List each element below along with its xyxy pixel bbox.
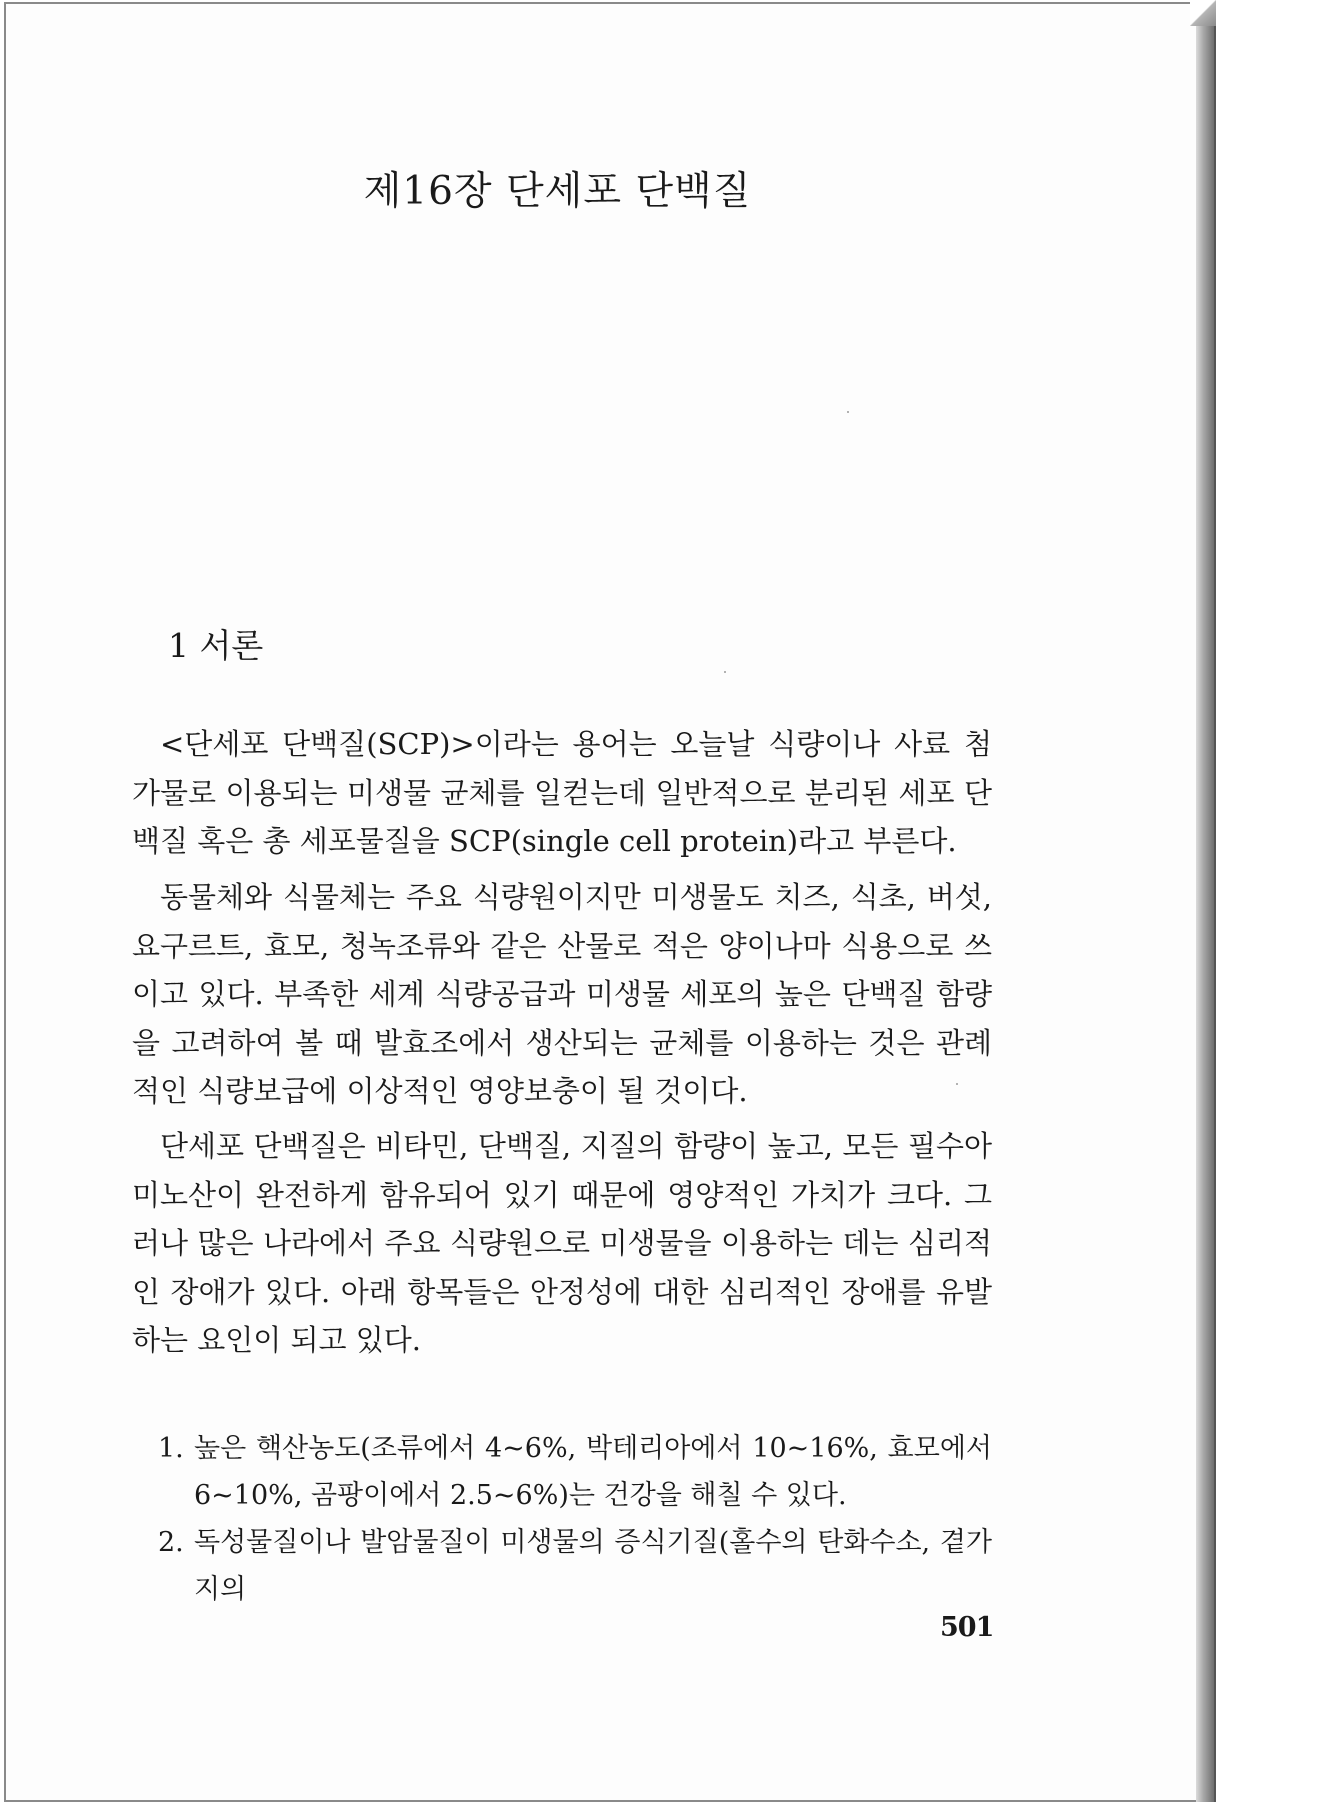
numbered-list bbox=[158, 1425, 992, 1613]
list-item-text: 높은 핵산농도(조류에서 4~6%, 박테리아에서 10~16%, 효모에서 6~10%, 곰팡이에서 2.5~6%)는 건강을 해칠 수 있다. bbox=[194, 1433, 992, 1511]
page-number: 501 bbox=[940, 1612, 994, 1643]
list-item-number: 1. bbox=[158, 1433, 184, 1464]
body-paragraph-1: <단세포 단백질(SCP)>이라는 용어는 오늘날 식량이나 사료 첨가물로 이용되는 미생물 균체를 일컫는데 일반적으로 분리된 세포 단백질 혹은 총 세포물질을 SCP(single cell protein)라고 부른다. bbox=[132, 727, 992, 858]
list-item-text: 독성물질이나 발암물질이 미생물의 증식기질(홀수의 탄화수소, 곁가지의 bbox=[194, 1527, 992, 1605]
list-item bbox=[158, 1519, 992, 1613]
body-paragraph-2: 동물체와 식물체는 주요 식량원이지만 미생물도 치즈, 식초, 버섯, 요구르트, 효모, 청녹조류와 같은 산물로 적은 양이나마 식용으로 쓰이고 있다. 부족한 세계 식량공급과 미생물 세포의 높은 단백질 함량을 고려하여 볼 때 발효조에서 생산되는 균체를 이용하는 것은 관례적인 식량보급에 이상적인 영양보충이 될 것이다. bbox=[132, 880, 992, 1108]
scan-speck bbox=[956, 1083, 958, 1085]
scan-speck bbox=[847, 411, 849, 413]
list-item bbox=[158, 1425, 992, 1519]
body-paragraph-3: 단세포 단백질은 비타민, 단백질, 지질의 함량이 높고, 모든 필수아미노산이 완전하게 함유되어 있기 때문에 영양적인 가치가 크다. 그러나 많은 나라에서 주요 식량원으로 미생물을 이용하는 데는 심리적인 장애가 있다. 아래 항목들은 안정성에 대한 심리적인 장애를 유발하는 요인이 되고 있다. bbox=[132, 1129, 992, 1357]
section-heading: 1 서론 bbox=[168, 626, 264, 665]
chapter-title: 제16장 단세포 단백질 bbox=[363, 169, 752, 214]
list-item-number: 2. bbox=[158, 1527, 184, 1558]
scan-speck bbox=[724, 671, 726, 673]
